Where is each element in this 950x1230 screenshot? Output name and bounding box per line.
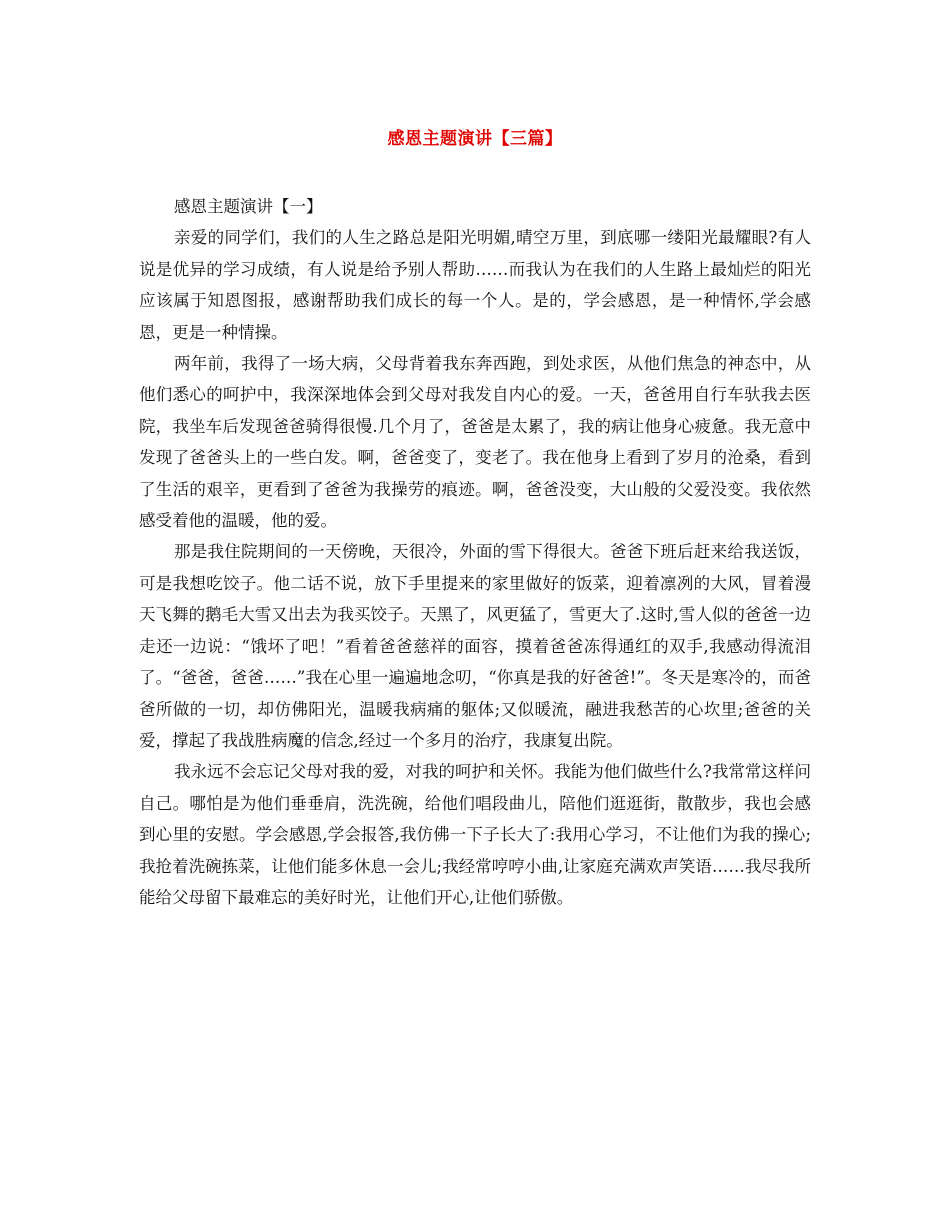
document-title: 感恩主题演讲【三篇】 (387, 129, 563, 149)
paragraph-3: 那是我住院期间的一天傍晚，天很冷，外面的雪下得很大。爸爸下班后赶来给我送饭，可是我想吃饺子。他二话不说，放下手里提来的家里做好的饭菜，迎着凛冽的大风，冒着漫天飞舞的鹅毛大雪又出去为我买饺子。天黑了，风更猛了，雪更大了.这时,雪人似的爸爸一边走还一边说：“饿坏了吧！”看着爸爸慈祥的面容，摸着爸爸冻得通红的双手,我感动得流泪了。“爸爸，爸爸……”我在心里一遍遍地念叨，“你真是我的好爸爸!”。冬天是寒冷的，而爸爸所做的一切，却仿佛阳光，温暖我病痛的躯体;又似暖流，融进我愁苦的心坎里;爸爸的关爱，撑起了我战胜病魔的信念,经过一个多月的治疗，我康复出院。 (139, 542, 811, 750)
paragraph-2: 两年前，我得了一场大病，父母背着我东奔西跑，到处求医，从他们焦急的神态中，从他们悉心的呵护中，我深深地体会到父母对我发自内心的爱。一天，爸爸用自行车驮我去医院，我坐车后发现爸爸骑得很慢.几个月了，爸爸是太累了，我的病让他身心疲惫。我无意中发现了爸爸头上的一些白发。啊，爸爸变了，变老了。我在他身上看到了岁月的沧桑，看到了生活的艰辛，更看到了爸爸为我操劳的痕迹。啊，爸爸没变，大山般的父爱没变。我依然感受着他的温暖，他的爱。 (139, 354, 811, 531)
paragraph-1: 亲爱的同学们，我们的人生之路总是阳光明媚,晴空万里，到底哪一缕阳光最耀眼?有人说是优异的学习成绩，有人说是给予别人帮助……而我认为在我们的人生路上最灿烂的阳光应该属于知恩图报，感谢帮助我们成长的每一个人。是的，学会感恩，是一种情怀,学会感恩，更是一种情操。 (139, 228, 811, 342)
section-heading: 感恩主题演讲【一】 (174, 197, 323, 216)
document-body (139, 191, 811, 913)
paragraph-4: 我永远不会忘记父母对我的爱，对我的呵护和关怀。我能为他们做些什么?我常常这样问自己。哪怕是为他们垂垂肩，洗洗碗，给他们唱段曲儿，陪他们逛逛街，散散步，我也会感到心里的安慰。学会感恩,学会报答,我仿佛一下子长大了:我用心学习，不让他们为我的操心;我抢着洗碗拣菜，让他们能多休息一会儿;我经常哼哼小曲,让家庭充满欢声笑语……我尽我所能给父母留下最难忘的美好时光，让他们开心,让他们骄傲。 (139, 762, 811, 907)
